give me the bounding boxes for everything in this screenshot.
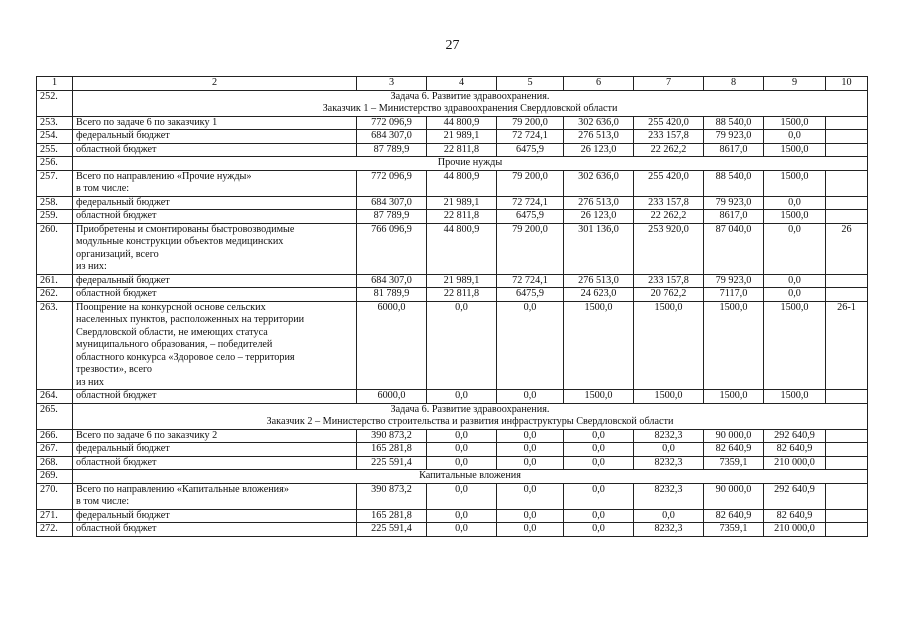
value-cell: 87 789,9 — [357, 210, 427, 224]
column-header: 1 — [37, 77, 73, 91]
value-cell: 26 123,0 — [564, 210, 634, 224]
column-header: 10 — [826, 77, 868, 91]
value-cell: 6475,9 — [497, 143, 564, 157]
row-number: 253. — [37, 116, 73, 130]
row-number: 254. — [37, 130, 73, 144]
value-cell: 44 800,9 — [427, 170, 497, 196]
row-label: Всего по направлению «Капитальные вложения» в том числе: — [73, 483, 357, 509]
section-title-line: Заказчик 1 – Министерство здравоохранения Свердловской области — [322, 103, 618, 114]
value-cell: 276 513,0 — [564, 196, 634, 210]
section-title-line: Задача 6. Развитие здравоохранения. — [390, 90, 550, 102]
table-row — [37, 443, 868, 457]
row-label: федеральный бюджет — [73, 130, 357, 144]
value-cell: 22 262,2 — [634, 210, 704, 224]
table-row — [37, 456, 868, 470]
section-row — [37, 403, 868, 429]
value-cell: 72 724,1 — [497, 274, 564, 288]
value-cell: 0,0 — [497, 301, 564, 390]
row-number: 255. — [37, 143, 73, 157]
value-cell: 79 200,0 — [497, 223, 564, 274]
value-cell: 26 123,0 — [564, 143, 634, 157]
value-cell: 0,0 — [427, 523, 497, 537]
value-cell: 276 513,0 — [564, 274, 634, 288]
value-cell: 20 762,2 — [634, 288, 704, 302]
table-row — [37, 210, 868, 224]
value-cell: 292 640,9 — [764, 429, 826, 443]
row-number: 268. — [37, 456, 73, 470]
value-cell: 165 281,8 — [357, 443, 427, 457]
value-cell: 44 800,9 — [427, 223, 497, 274]
note-cell — [826, 130, 868, 144]
row-label: Всего по задаче 6 по заказчику 2 — [73, 429, 357, 443]
value-cell: 81 789,9 — [357, 288, 427, 302]
value-cell: 82 640,9 — [704, 443, 764, 457]
table-row — [37, 223, 868, 274]
value-cell: 82 640,9 — [764, 509, 826, 523]
column-header: 6 — [564, 77, 634, 91]
value-cell: 0,0 — [564, 523, 634, 537]
table-row — [37, 143, 868, 157]
value-cell: 302 636,0 — [564, 170, 634, 196]
row-label: федеральный бюджет — [73, 196, 357, 210]
value-cell: 8617,0 — [704, 143, 764, 157]
value-cell: 79 200,0 — [497, 170, 564, 196]
value-cell: 276 513,0 — [564, 130, 634, 144]
value-cell: 0,0 — [764, 130, 826, 144]
row-label: Поощрение на конкурсной основе сельских населенных пунктов, расположенных на территории Свердловской области, не имеющих статуса муниципального образования, – победителей областного конкурса «Здоровое село – территория трезвости», всего из них — [73, 301, 357, 390]
row-label: областной бюджет — [73, 210, 357, 224]
value-cell: 1500,0 — [564, 390, 634, 404]
value-cell: 22 811,8 — [427, 210, 497, 224]
note-cell — [826, 170, 868, 196]
value-cell: 1500,0 — [704, 301, 764, 390]
value-cell: 22 811,8 — [427, 288, 497, 302]
note-cell — [826, 456, 868, 470]
note-cell: 26 — [826, 223, 868, 274]
table-row — [37, 170, 868, 196]
row-number: 265. — [37, 403, 73, 429]
section-title-line: Задача 6. Развитие здравоохранения. — [390, 403, 550, 415]
value-cell: 1500,0 — [564, 301, 634, 390]
value-cell: 0,0 — [427, 509, 497, 523]
value-cell: 210 000,0 — [764, 523, 826, 537]
value-cell: 684 307,0 — [357, 196, 427, 210]
value-cell: 88 540,0 — [704, 170, 764, 196]
table-row — [37, 390, 868, 404]
value-cell: 79 200,0 — [497, 116, 564, 130]
table-row — [37, 523, 868, 537]
note-cell — [826, 429, 868, 443]
value-cell: 0,0 — [634, 509, 704, 523]
note-cell: 26-1 — [826, 301, 868, 390]
value-cell: 79 923,0 — [704, 274, 764, 288]
row-number: 261. — [37, 274, 73, 288]
value-cell: 225 591,4 — [357, 523, 427, 537]
section-row — [37, 470, 868, 484]
value-cell: 233 157,8 — [634, 130, 704, 144]
value-cell: 6000,0 — [357, 390, 427, 404]
page-number: 27 — [445, 38, 460, 53]
value-cell: 90 000,0 — [704, 429, 764, 443]
column-header: 3 — [357, 77, 427, 91]
row-label: Всего по направлению «Прочие нужды» в том числе: — [73, 170, 357, 196]
value-cell: 302 636,0 — [564, 116, 634, 130]
value-cell: 0,0 — [764, 274, 826, 288]
note-cell — [826, 509, 868, 523]
table-row — [37, 509, 868, 523]
value-cell: 8617,0 — [704, 210, 764, 224]
value-cell: 0,0 — [427, 390, 497, 404]
table-row — [37, 301, 868, 390]
value-cell: 21 989,1 — [427, 130, 497, 144]
row-label: областной бюджет — [73, 143, 357, 157]
value-cell: 0,0 — [497, 509, 564, 523]
section-title — [73, 403, 868, 429]
section-title-line: Прочие нужды — [437, 157, 503, 168]
row-number: 259. — [37, 210, 73, 224]
row-number: 270. — [37, 483, 73, 509]
value-cell: 1500,0 — [764, 170, 826, 196]
column-header: 2 — [73, 77, 357, 91]
value-cell: 24 623,0 — [564, 288, 634, 302]
value-cell: 1500,0 — [764, 390, 826, 404]
note-cell — [826, 443, 868, 457]
note-cell — [826, 523, 868, 537]
value-cell: 292 640,9 — [764, 483, 826, 509]
row-number: 263. — [37, 301, 73, 390]
value-cell: 255 420,0 — [634, 170, 704, 196]
row-number: 271. — [37, 509, 73, 523]
table-row — [37, 274, 868, 288]
value-cell: 390 873,2 — [357, 429, 427, 443]
value-cell: 210 000,0 — [764, 456, 826, 470]
row-label: Всего по задаче 6 по заказчику 1 — [73, 116, 357, 130]
column-header: 7 — [634, 77, 704, 91]
row-number: 264. — [37, 390, 73, 404]
note-cell — [826, 390, 868, 404]
section-row — [37, 90, 868, 116]
value-cell: 8232,3 — [634, 483, 704, 509]
value-cell: 0,0 — [427, 429, 497, 443]
value-cell: 0,0 — [764, 196, 826, 210]
row-number: 256. — [37, 157, 73, 171]
value-cell: 21 989,1 — [427, 196, 497, 210]
value-cell: 0,0 — [564, 429, 634, 443]
value-cell: 22 811,8 — [427, 143, 497, 157]
value-cell: 79 923,0 — [704, 196, 764, 210]
value-cell: 772 096,9 — [357, 170, 427, 196]
value-cell: 0,0 — [497, 443, 564, 457]
value-cell: 8232,3 — [634, 523, 704, 537]
value-cell: 0,0 — [564, 443, 634, 457]
value-cell: 44 800,9 — [427, 116, 497, 130]
value-cell: 1500,0 — [764, 301, 826, 390]
section-title — [73, 90, 868, 116]
value-cell: 22 262,2 — [634, 143, 704, 157]
value-cell: 0,0 — [764, 223, 826, 274]
value-cell: 0,0 — [497, 456, 564, 470]
table-row — [37, 429, 868, 443]
value-cell: 225 591,4 — [357, 456, 427, 470]
row-label: федеральный бюджет — [73, 509, 357, 523]
value-cell: 72 724,1 — [497, 130, 564, 144]
row-number: 258. — [37, 196, 73, 210]
row-number: 266. — [37, 429, 73, 443]
row-number: 269. — [37, 470, 73, 484]
value-cell: 0,0 — [564, 509, 634, 523]
section-title-line: Капитальные вложения — [419, 470, 521, 481]
value-cell: 0,0 — [497, 429, 564, 443]
value-cell: 0,0 — [427, 483, 497, 509]
row-label: областной бюджет — [73, 456, 357, 470]
value-cell: 0,0 — [497, 390, 564, 404]
note-cell — [826, 483, 868, 509]
row-number: 260. — [37, 223, 73, 274]
value-cell: 233 157,8 — [634, 274, 704, 288]
value-cell: 90 000,0 — [704, 483, 764, 509]
value-cell: 1500,0 — [704, 390, 764, 404]
row-label: федеральный бюджет — [73, 443, 357, 457]
table-row — [37, 288, 868, 302]
value-cell: 6475,9 — [497, 210, 564, 224]
section-title — [73, 157, 868, 171]
value-cell: 684 307,0 — [357, 274, 427, 288]
value-cell: 72 724,1 — [497, 196, 564, 210]
table-row — [37, 130, 868, 144]
row-number: 272. — [37, 523, 73, 537]
value-cell: 0,0 — [564, 483, 634, 509]
section-title-line: Заказчик 2 – Министерство строительства и развития инфраструктуры Свердловской области — [266, 416, 674, 427]
value-cell: 82 640,9 — [704, 509, 764, 523]
value-cell: 0,0 — [427, 443, 497, 457]
section-title — [73, 470, 868, 484]
column-header: 4 — [427, 77, 497, 91]
note-cell — [826, 210, 868, 224]
value-cell: 766 096,9 — [357, 223, 427, 274]
value-cell: 1500,0 — [764, 210, 826, 224]
value-cell: 0,0 — [497, 523, 564, 537]
row-number: 262. — [37, 288, 73, 302]
value-cell: 165 281,8 — [357, 509, 427, 523]
value-cell: 1500,0 — [764, 116, 826, 130]
column-header: 5 — [497, 77, 564, 91]
section-row — [37, 157, 868, 171]
row-label: областной бюджет — [73, 288, 357, 302]
value-cell: 772 096,9 — [357, 116, 427, 130]
value-cell: 87 040,0 — [704, 223, 764, 274]
column-header-row — [37, 77, 868, 91]
note-cell — [826, 143, 868, 157]
value-cell: 301 136,0 — [564, 223, 634, 274]
value-cell: 1500,0 — [634, 301, 704, 390]
value-cell: 6475,9 — [497, 288, 564, 302]
column-header: 9 — [764, 77, 826, 91]
value-cell: 684 307,0 — [357, 130, 427, 144]
row-number: 257. — [37, 170, 73, 196]
value-cell: 82 640,9 — [764, 443, 826, 457]
value-cell: 88 540,0 — [704, 116, 764, 130]
row-number: 252. — [37, 90, 73, 116]
value-cell: 21 989,1 — [427, 274, 497, 288]
row-label: Приобретены и смонтированы быстровозводимые модульные конструкции объектов медицинских организаций, всего из них: — [73, 223, 357, 274]
note-cell — [826, 196, 868, 210]
value-cell: 0,0 — [497, 483, 564, 509]
column-header: 8 — [704, 77, 764, 91]
value-cell: 6000,0 — [357, 301, 427, 390]
row-label: федеральный бюджет — [73, 274, 357, 288]
value-cell: 7359,1 — [704, 456, 764, 470]
value-cell: 1500,0 — [764, 143, 826, 157]
value-cell: 253 920,0 — [634, 223, 704, 274]
value-cell: 87 789,9 — [357, 143, 427, 157]
value-cell: 8232,3 — [634, 429, 704, 443]
table-row — [37, 483, 868, 509]
value-cell: 233 157,8 — [634, 196, 704, 210]
budget-table — [36, 76, 868, 537]
table-row — [37, 116, 868, 130]
row-label: областной бюджет — [73, 390, 357, 404]
value-cell: 0,0 — [764, 288, 826, 302]
value-cell: 1500,0 — [634, 390, 704, 404]
note-cell — [826, 116, 868, 130]
note-cell — [826, 274, 868, 288]
value-cell: 0,0 — [564, 456, 634, 470]
value-cell: 0,0 — [634, 443, 704, 457]
table-row — [37, 196, 868, 210]
value-cell: 390 873,2 — [357, 483, 427, 509]
value-cell: 7359,1 — [704, 523, 764, 537]
row-number: 267. — [37, 443, 73, 457]
value-cell: 0,0 — [427, 301, 497, 390]
value-cell: 255 420,0 — [634, 116, 704, 130]
note-cell — [826, 288, 868, 302]
value-cell: 0,0 — [427, 456, 497, 470]
row-label: областной бюджет — [73, 523, 357, 537]
value-cell: 8232,3 — [634, 456, 704, 470]
value-cell: 7117,0 — [704, 288, 764, 302]
value-cell: 79 923,0 — [704, 130, 764, 144]
